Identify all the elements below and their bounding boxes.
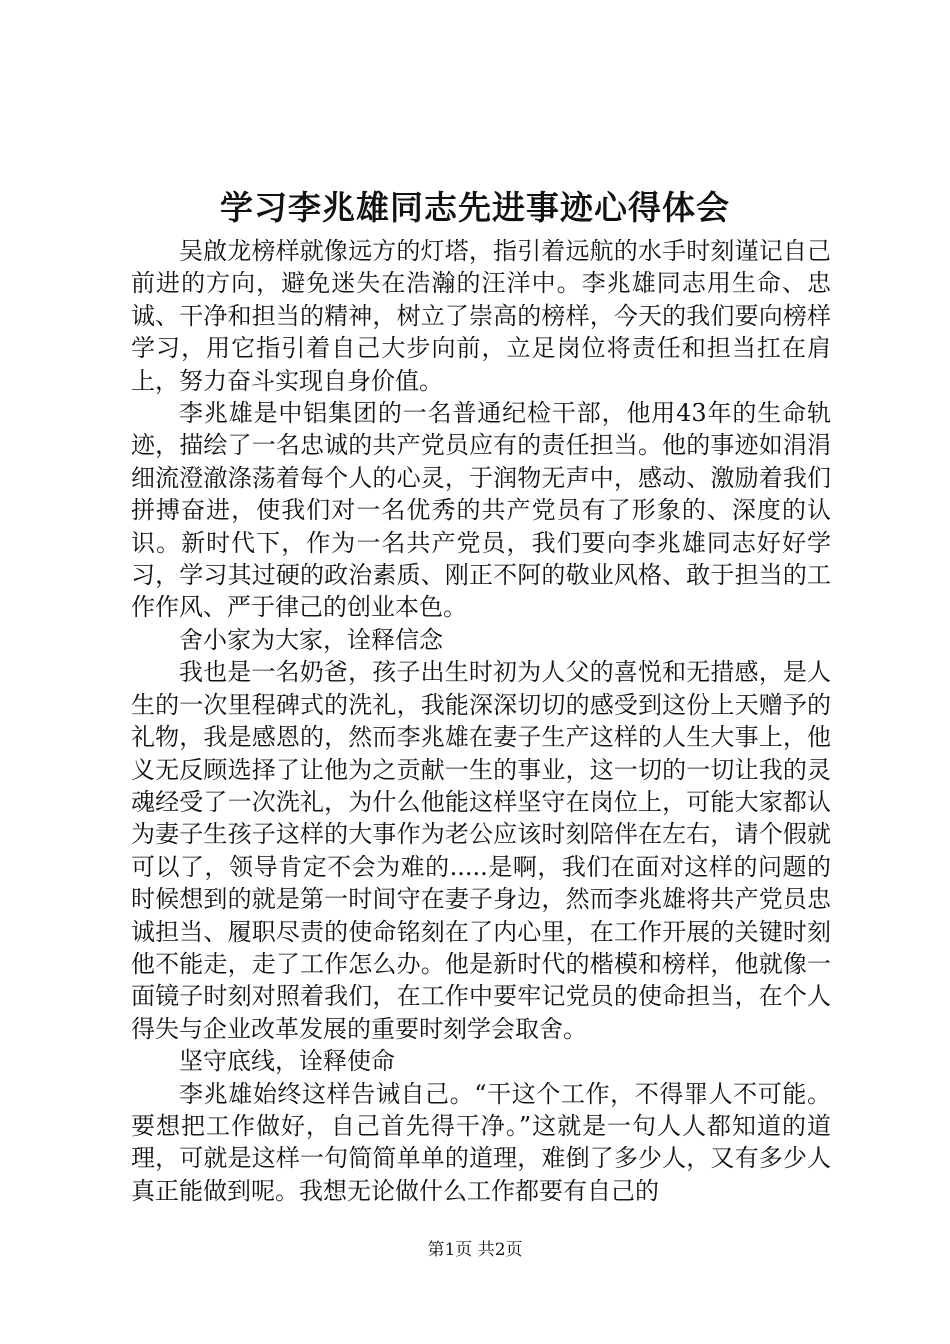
section-heading-belief: 舍小家为大家，诠释信念 bbox=[179, 625, 443, 654]
document-body bbox=[131, 235, 831, 1207]
paragraph-intro: 吴啟龙榜样就像远方的灯塔，指引着远航的水手时刻谨记自己前进的方向，避免迷失在浩瀚的汪洋中。李兆雄同志用生命、忠诚、干净和担当的精神，树立了崇高的榜样，今天的我们要向榜样学习，用它指引着自己大步向前，立足岗位将责任和担当扛在肩上，努力奋斗实现自身价值。 bbox=[131, 237, 831, 395]
paragraph-family-sacrifice: 我也是一名奶爸，孩子出生时初为人父的喜悦和无措感，是人生的一次里程碑式的洗礼，我能深深切切的感受到这份上天赠予的礼物，我是感恩的，然而李兆雄在妻子生产这样的人生大事上，他义无反顾选择了让他为之贡献一生的事业，这一切的一切让我的灵魂经受了一次洗礼，为什么他能这样坚守在岗位上，可能大家都认为妻子生孩子这样的大事作为老公应该时刻陪伴在左右，请个假就可以了，领导肯定不会为难的.....是啊，我们在面对这样的问题的时候想到的就是第一时间守在妻子身边，然而李兆雄将共产党员忠诚担当、履职尽责的使命铭刻在了内心里，在工作开展的关键时刻他不能走，走了工作怎么办。他是新时代的楷模和榜样，他就像一面镜子时刻对照着我们，在工作中要牢记党员的使命担当，在个人得失与企业改革发展的重要时刻学会取舍。 bbox=[131, 658, 831, 1043]
document-title: 学习李兆雄同志先进事迹心得体会 bbox=[220, 188, 730, 227]
page-footer: 第1页 共2页 bbox=[427, 1240, 523, 1260]
section-heading-mission: 坚守底线，诠释使命 bbox=[179, 1047, 395, 1076]
paragraph-bottom-line: 李兆雄始终这样告诫自己。“干这个工作，不得罪人不可能。要想把工作做好，自己首先得干净。”这就是一句人人都知道的道理，可就是这样一句简简单单的道理，难倒了多少人，又有多少人真正能做到呢。我想无论做什么工作都要有自己的 bbox=[131, 1079, 831, 1205]
paragraph-background: 李兆雄是中铝集团的一名普通纪检干部，他用43年的生命轨迹，描绘了一名忠诚的共产党员应有的责任担当。他的事迹如涓涓细流澄澈涤荡着每个人的心灵，于润物无声中，感动、激励着我们拼搏奋进，使我们对一名优秀的共产党员有了形象的、深度的认识。新时代下，作为一名共产党员，我们要向李兆雄同志好好学习，学习其过硬的政治素质、刚正不阿的敬业风格、敢于担当的工作作风、严于律己的创业本色。 bbox=[131, 399, 831, 622]
